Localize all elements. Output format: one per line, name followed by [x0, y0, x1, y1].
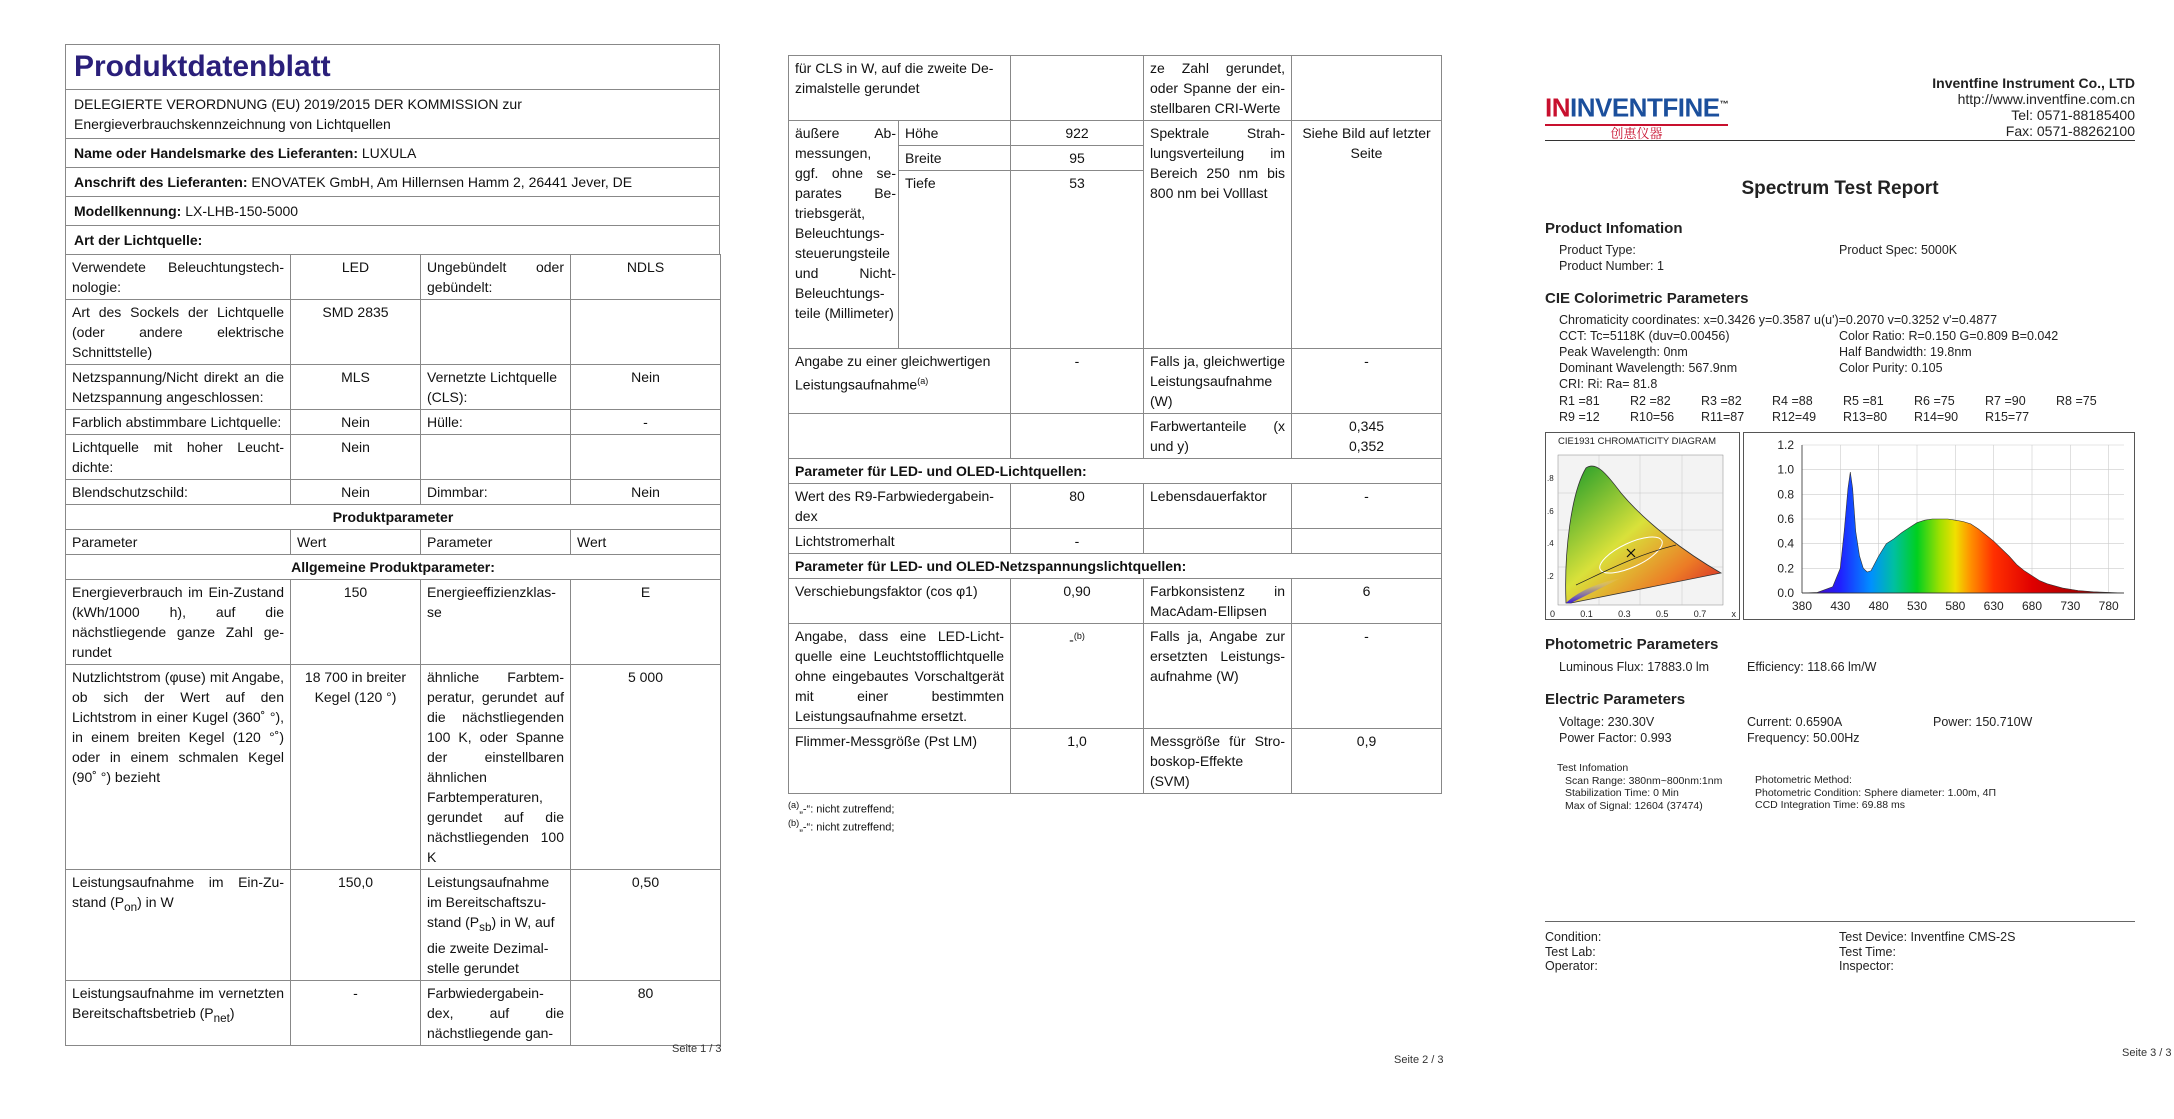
supplier-row: Name oder Handelsmarke des Lieferanten: LUXULA	[65, 138, 720, 167]
cri-value: R9 =12	[1559, 410, 1600, 424]
footer-left: Condition: Test Lab: Operator:	[1545, 930, 1602, 973]
page-number: Seite 3 / 3	[2122, 1047, 2172, 1059]
x-tick-label: 580	[1945, 599, 1966, 613]
x-tick-label: 630	[1983, 599, 2004, 613]
cri-value: R8 =75	[2056, 394, 2097, 408]
table-row: Verwendete Beleuchtungstechnologie: LED Ungebündelt oder gebündelt: NDLS	[66, 255, 721, 300]
footnote-b: $^{(b)}$„-“: nicht zutreffend;	[788, 817, 895, 834]
page-number: Seite 2 / 3	[1394, 1054, 1444, 1066]
address-row: Anschrift des Lieferanten: ENOVATEK GmbH, Am Hillernsen Hamm 2, 26441 Jever, DE	[65, 167, 720, 196]
cie-heading: CIE Colorimetric Parameters	[1545, 290, 1749, 307]
footnote-a: $^{(a)}$„-“: nicht zutreffend;	[788, 800, 895, 816]
table-row: Leistungsaufnahme im vernetzten Bereitschaftsbetrieb $(P_{net})$ - Farbwiedergabeindex, auf die nächstliegende gan- 80	[66, 980, 721, 1045]
test-info: Test Infomation Scan Range: 380nm~800nm:1nm Stabilization Time: 0 Min Max of Signal: 12604 (37474)	[1557, 762, 1723, 812]
diagram-y-tick: .2	[1547, 571, 1554, 581]
header-divider	[1545, 140, 2135, 141]
product-type: Product Type:	[1559, 243, 1636, 257]
x-tick-label: 530	[1906, 599, 1928, 613]
page-3	[1545, 70, 2135, 980]
report-title: Spectrum Test Report	[1741, 178, 1939, 199]
cri-value: R6 =75	[1914, 394, 1955, 408]
table-row: Leistungsaufnahme im Ein-Zustand $(P_{on})$ in W 150,0 Leistungsaufnahme im Bereitschaftszustand $(P_{sb})$ in W, auf die zweite Dezimalstelle gerundet 0,50	[66, 870, 721, 981]
x-tick-label: 430	[1830, 599, 1851, 613]
diagram-y-tick: .8	[1547, 474, 1554, 483]
params-table-continued	[788, 55, 1442, 794]
cri-value: R3 =82	[1701, 394, 1742, 408]
power: Power: 150.710W	[1933, 715, 2033, 729]
product-spec: Product Spec: 5000K	[1839, 243, 1958, 257]
cri-value: R2 =82	[1630, 394, 1671, 408]
type-table	[65, 254, 721, 1046]
diagram-x-tick: 0.7	[1693, 608, 1707, 619]
y-tick-label: 1.2	[1777, 438, 1794, 452]
diagram-title: CIE1931 CHROMATICITY DIAGRAM	[1558, 436, 1717, 447]
table-row: Wert des R9-Farbwiedergabeindex 80 Lebensdauerfaktor -	[789, 484, 1442, 529]
product-info-heading: Product Infomation	[1545, 220, 1683, 237]
chromaticity-plot	[1546, 433, 1739, 619]
footer-divider	[1545, 921, 2135, 922]
diagram-x-tick: 0.5	[1655, 608, 1669, 619]
type-heading: Art der Lichtquelle:	[65, 225, 720, 254]
product-number: Product Number: 1	[1559, 259, 1664, 273]
table-row: Netzspannung/Nicht direkt an die Netzspannung angeschlossen: MLS Vernetzte Lichtquelle (CLS): Nein	[66, 365, 721, 410]
page-2	[788, 55, 1441, 833]
cri-value: R13=80	[1843, 410, 1888, 424]
diagram-y-tick: .4	[1547, 539, 1554, 548]
y-tick-label: 0.2	[1777, 561, 1794, 576]
table-row: Farblich abstimmbare Lichtquelle: Nein Hülle: -	[66, 410, 721, 435]
spectrum-chart	[1743, 432, 2135, 620]
y-tick-label: 1.0	[1777, 462, 1794, 477]
y-tick-label: 0.8	[1777, 487, 1794, 502]
luminous-flux: Luminous Flux: 17883.0 lm	[1559, 660, 1710, 674]
page-title: Produktdatenblatt	[65, 44, 720, 89]
diagram-x-tick: 0	[1550, 608, 1556, 619]
spectrum-area	[1802, 472, 2124, 593]
spectrum-plot	[1744, 433, 2134, 619]
table-row: Farbwertanteile (x und y) 0,345 0,352	[789, 414, 1442, 459]
model-row: Modellkennung: LX-LHB-150-5000	[65, 196, 720, 225]
y-tick-label: 0.6	[1777, 512, 1794, 526]
power-factor: Power Factor: 0.993	[1559, 731, 1672, 745]
page-1	[65, 44, 720, 1046]
section-heading: Parameter für LED- und OLED-Lichtquellen:	[789, 459, 1442, 484]
section-heading: Parameter für LED- und OLED-Netzspannungslichtquellen:	[789, 554, 1442, 579]
current: Current: 0.6590A	[1747, 715, 1843, 729]
page-number: Seite 1 / 3	[672, 1043, 722, 1055]
y-tick-label: 0.4	[1777, 536, 1794, 551]
x-tick-label: 680	[2021, 599, 2043, 613]
section-heading: Produktparameter	[66, 505, 721, 530]
table-row: Verschiebungsfaktor (cos φ1) 0,90 Farbkonsistenz in MacAdam-Ellipsen 6	[789, 579, 1442, 624]
photometric-heading: Photometric Parameters	[1545, 636, 1719, 653]
voltage: Voltage: 230.30V	[1559, 715, 1655, 729]
company-logo: ININVENTFINE™ 创惠仪器	[1545, 92, 1729, 141]
table-row: Breite 95	[789, 146, 1442, 171]
frequency: Frequency: 50.00Hz	[1747, 731, 1860, 745]
table-row: Art des Sockels der Lichtquelle (oder andere elektrische Schnittstelle) SMD 2835	[66, 300, 721, 365]
table-row: Lichtquelle mit hoher Leuchtdichte: Nein	[66, 435, 721, 480]
x-tick-label: 480	[1868, 599, 1889, 613]
company-info: Inventfine Instrument Co., LTD http://www.inventfine.com.cn Tel: 0571-88185400 Fax: 0571-88262100	[1932, 75, 2135, 139]
cri-value: R14=90	[1914, 410, 1959, 424]
diagram-x-tick: 0.3	[1618, 608, 1631, 619]
diagram-x-tick: x	[1731, 608, 1736, 619]
cri-value: R4 =88	[1772, 394, 1813, 408]
table-header: Parameter Wert Parameter Wert	[66, 530, 721, 555]
regulation-text: DELEGIERTE VERORDNUNG (EU) 2019/2015 DER KOMMISSION zur Energieverbrauchskennzeichnung von Lichtquellen	[65, 89, 720, 138]
section-heading: Allgemeine Produktparameter:	[66, 555, 721, 580]
table-row: Nutzlichtstrom (φuse) mit Angabe, ob sich der Wert auf den Lichtstrom in einer Kugel (360˚ °), in einem breiten Kegel (120 °˚) oder in einem schmalen Kegel (90˚ °) bezieht 18 700 in breiter Kegel (120 °) ähnliche Farbtemperatur, gerundet auf die nächstliegenden 100 K, oder Spanne der einstellbaren ähnlichen Farbtemperaturen, gerundet auf die nächstliegenden 100 K 5 000	[66, 665, 721, 870]
cri-value: R5 =81	[1843, 394, 1884, 408]
diagram-x-ticks	[1550, 608, 1736, 621]
table-row: Angabe zu einer gleichwertigen Leistungsaufnahme$^{(a)}$ - Falls ja, gleichwertige Leistungsaufnahme (W) -	[789, 349, 1442, 414]
cri-value: R12=49	[1772, 410, 1817, 424]
cri-value: R15=77	[1985, 410, 2030, 424]
photometric-method: Photometric Method: Photometric Condition: Sphere diameter: 1.00m, 4Π CCD Integration Time: 69.88 ms	[1755, 774, 1997, 811]
x-tick-label: 780	[2098, 599, 2119, 613]
table-row: Blendschutzschild: Nein Dimmbar: Nein	[66, 480, 721, 505]
electric-heading: Electric Parameters	[1545, 691, 1686, 708]
cie-values: Chromaticity coordinates: x=0.3426 y=0.3587 u(u')=0.2070 v=0.3252 v'=0.4877 CCT: Tc=5118K (duv=0.00456) Color Ratio: R=0.150 G=0.809 B=0.042 Peak Wavelength: 0nm Half Bandwidth: 19.8nm Dominant Wavelength: 567.9nm Color Purity: 0.105 CRI: Ri: Ra= 81.8 R1 =81 R2 =82 R3 =82 R4 =88 R5 =81 R6 =75 R7 =90 R8 =75 R9 =12 R10=56 R11=87 R12=49 R13=80 R14=90 R15=77	[1559, 312, 2129, 425]
y-tick-label: 0.0	[1777, 586, 1794, 600]
table-row: Lichtstromerhalt -	[789, 529, 1442, 554]
table-row: äußere Abmessungen, ggf. ohne separates Betriebsgerät, Beleuchtungssteuerungsteile und Nicht-Beleuchtungsteile (Millimeter) Höhe 922 Spektrale Strahlungsverteilung im Bereich 250 nm bis 800 nm bei Volllast Siehe Bild auf letzter Seite	[789, 121, 1442, 146]
cie-diagram	[1545, 432, 1740, 620]
table-row: für CLS in W, auf die zweite Dezimalstelle gerundet ze Zahl gerundet, oder Spanne der einstellbaren CRI-Werte	[789, 56, 1442, 121]
efficiency: Efficiency: 118.66 lm/W	[1747, 660, 1877, 674]
cri-value: R1 =81	[1559, 394, 1600, 408]
footer-right: Test Device: Inventfine CMS-2S Test Time: Inspector:	[1839, 930, 2016, 973]
x-tick-label: 380	[1791, 599, 1813, 613]
diagram-y-tick: .6	[1547, 506, 1554, 516]
table-row: Angabe, dass eine LED-Lichtquelle eine Leuchtstofflichtquelle ohne eingebautes Vorschaltgerät mit einer bestimmten Leistungsaufnahme ersetzt. -$^{(b)}$ Falls ja, Angabe zur ersetzten Leistungsaufnahme (W) -	[789, 624, 1442, 729]
cri-values	[1559, 393, 2129, 425]
x-tick-label: 730	[2060, 599, 2081, 613]
table-row: Flimmer-Messgröße (Pst LM) 1,0 Messgröße für Stroboskop-Effekte (SVM) 0,9	[789, 729, 1442, 794]
diagram-x-tick: 0.1	[1580, 608, 1593, 619]
diagram-y-ticks	[1547, 473, 1554, 583]
cri-value: R7 =90	[1985, 394, 2026, 408]
table-row: Energieverbrauch im Ein-Zustand (kWh/1000 h), auf die nächstliegende ganze Zahl gerundet 150 Energieeffizienzklasse E	[66, 580, 721, 665]
table-row: Tiefe 53	[789, 171, 1442, 349]
cri-value: R10=56	[1630, 410, 1675, 424]
cri-value: R11=87	[1701, 410, 1745, 424]
